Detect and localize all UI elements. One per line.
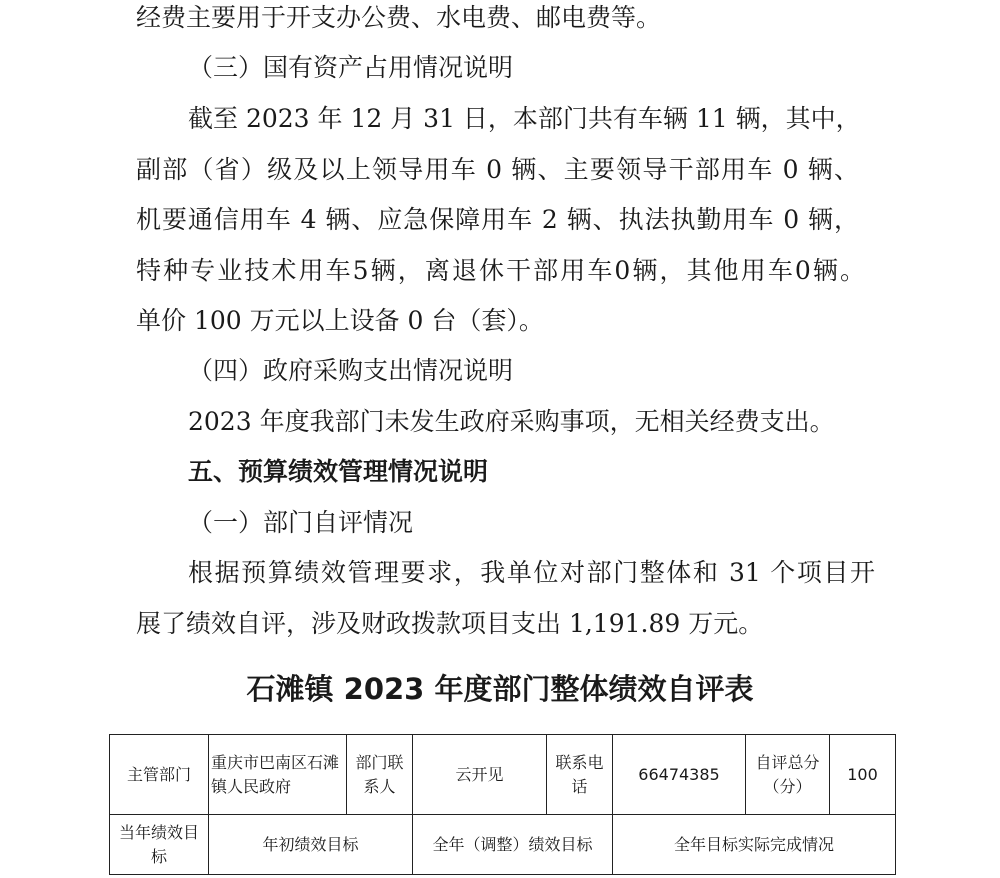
adjusted-goal-header: 全年（调整）绩效目标	[413, 815, 613, 875]
paragraph-line: 单价 100 万元以上设备 0 台（套）。	[136, 306, 544, 335]
paragraph-line: 机要通信用车 4 辆、应急保障用车 2 辆、执法执勤用车 0 辆，	[136, 205, 859, 234]
contact-value: 云开见	[413, 735, 547, 815]
contact-label: 部门联系人	[347, 735, 413, 815]
paragraph-line: 展了绩效自评，涉及财政拨款项目支出 1,191.89 万元。	[136, 609, 764, 638]
section-heading-4: （四）政府采购支出情况说明	[188, 356, 514, 385]
score-value: 100	[830, 735, 896, 815]
paragraph-line: 截至 2023 年 12 月 31 日，本部门共有车辆 11 辆，其中，	[188, 104, 861, 133]
paragraph-line: 特种专业技术用车5辆，离退休干部用车0辆，其他用车0辆。	[136, 256, 865, 285]
paragraph-line: 2023 年度我部门未发生政府采购事项，无相关经费支出。	[188, 407, 835, 436]
paragraph-line: 副部（省）级及以上领导用车 0 辆、主要领导干部用车 0 辆、	[136, 155, 859, 184]
goal-label: 当年绩效目标	[110, 815, 209, 875]
section-heading-5: 五、预算绩效管理情况说明	[188, 457, 489, 486]
performance-table	[109, 734, 896, 875]
dept-value: 重庆市巴南区石滩镇人民政府	[209, 735, 347, 815]
score-label: 自评总分（分）	[746, 735, 830, 815]
actual-completion-header: 全年目标实际完成情况	[613, 815, 896, 875]
dept-label: 主管部门	[110, 735, 209, 815]
paragraph-line: 根据预算绩效管理要求，我单位对部门整体和 31 个项目开	[188, 558, 875, 587]
paragraph-line: 经费主要用于开支办公费、水电费、邮电费等。	[136, 3, 662, 32]
table-row	[110, 735, 896, 815]
phone-value: 66474385	[613, 735, 746, 815]
table-title: 石滩镇 2023 年度部门整体绩效自评表	[246, 672, 754, 706]
phone-label: 联系电话	[547, 735, 613, 815]
initial-goal-header: 年初绩效目标	[209, 815, 413, 875]
table-row	[110, 815, 896, 875]
subsection-heading: （一）部门自评情况	[188, 508, 414, 537]
section-heading-3: （三）国有资产占用情况说明	[188, 53, 514, 82]
